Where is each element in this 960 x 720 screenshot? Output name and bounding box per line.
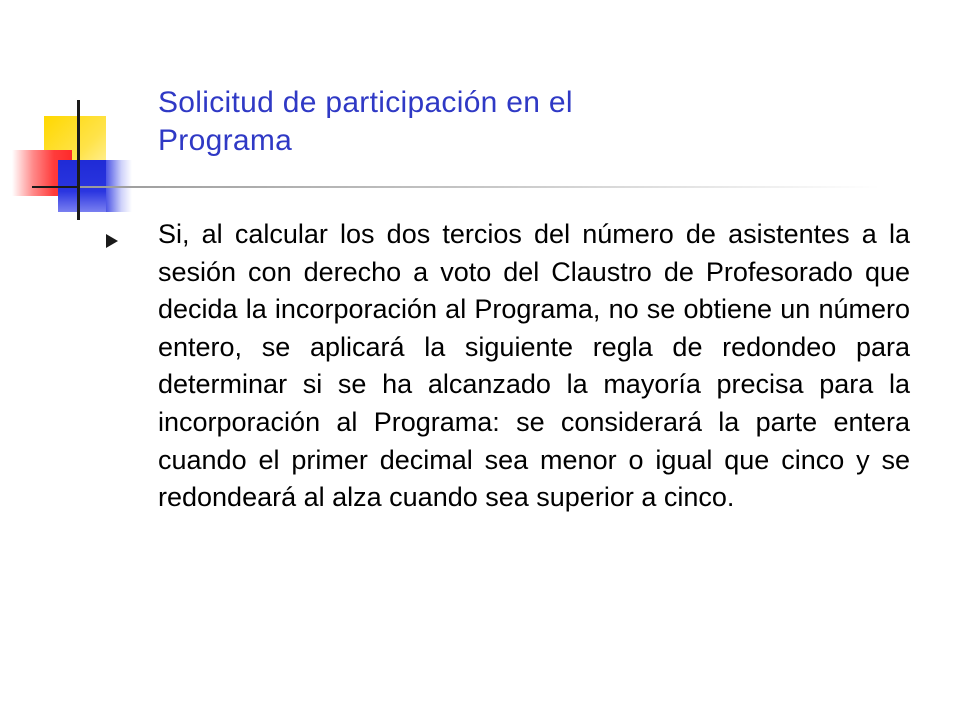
arrowhead-bullet-icon (106, 234, 118, 248)
title-divider (80, 186, 880, 188)
slide-title-line-1: Solicitud de participación en el (158, 86, 573, 119)
slide-title (158, 84, 858, 160)
bullet-paragraph: Si, al calcular los dos tercios del número de asistentes a la sesión con derecho a voto del Claustro de Profesorado que decida la incorporación al Programa, no se obtiene un número entero, se aplicará la siguiente regla de redondeo para determinar si se ha alcanzado la mayoría precisa para la incorporación al Programa: se considerará la parte entera cuando el primer decimal sea menor o igual que cinco y se redondeará al alza cuando sea superior a cinco. (158, 219, 910, 513)
logo-vertical-line (77, 100, 80, 220)
stacked-squares-logo-icon (0, 0, 140, 230)
slide-title-line-2: Programa (158, 124, 293, 157)
